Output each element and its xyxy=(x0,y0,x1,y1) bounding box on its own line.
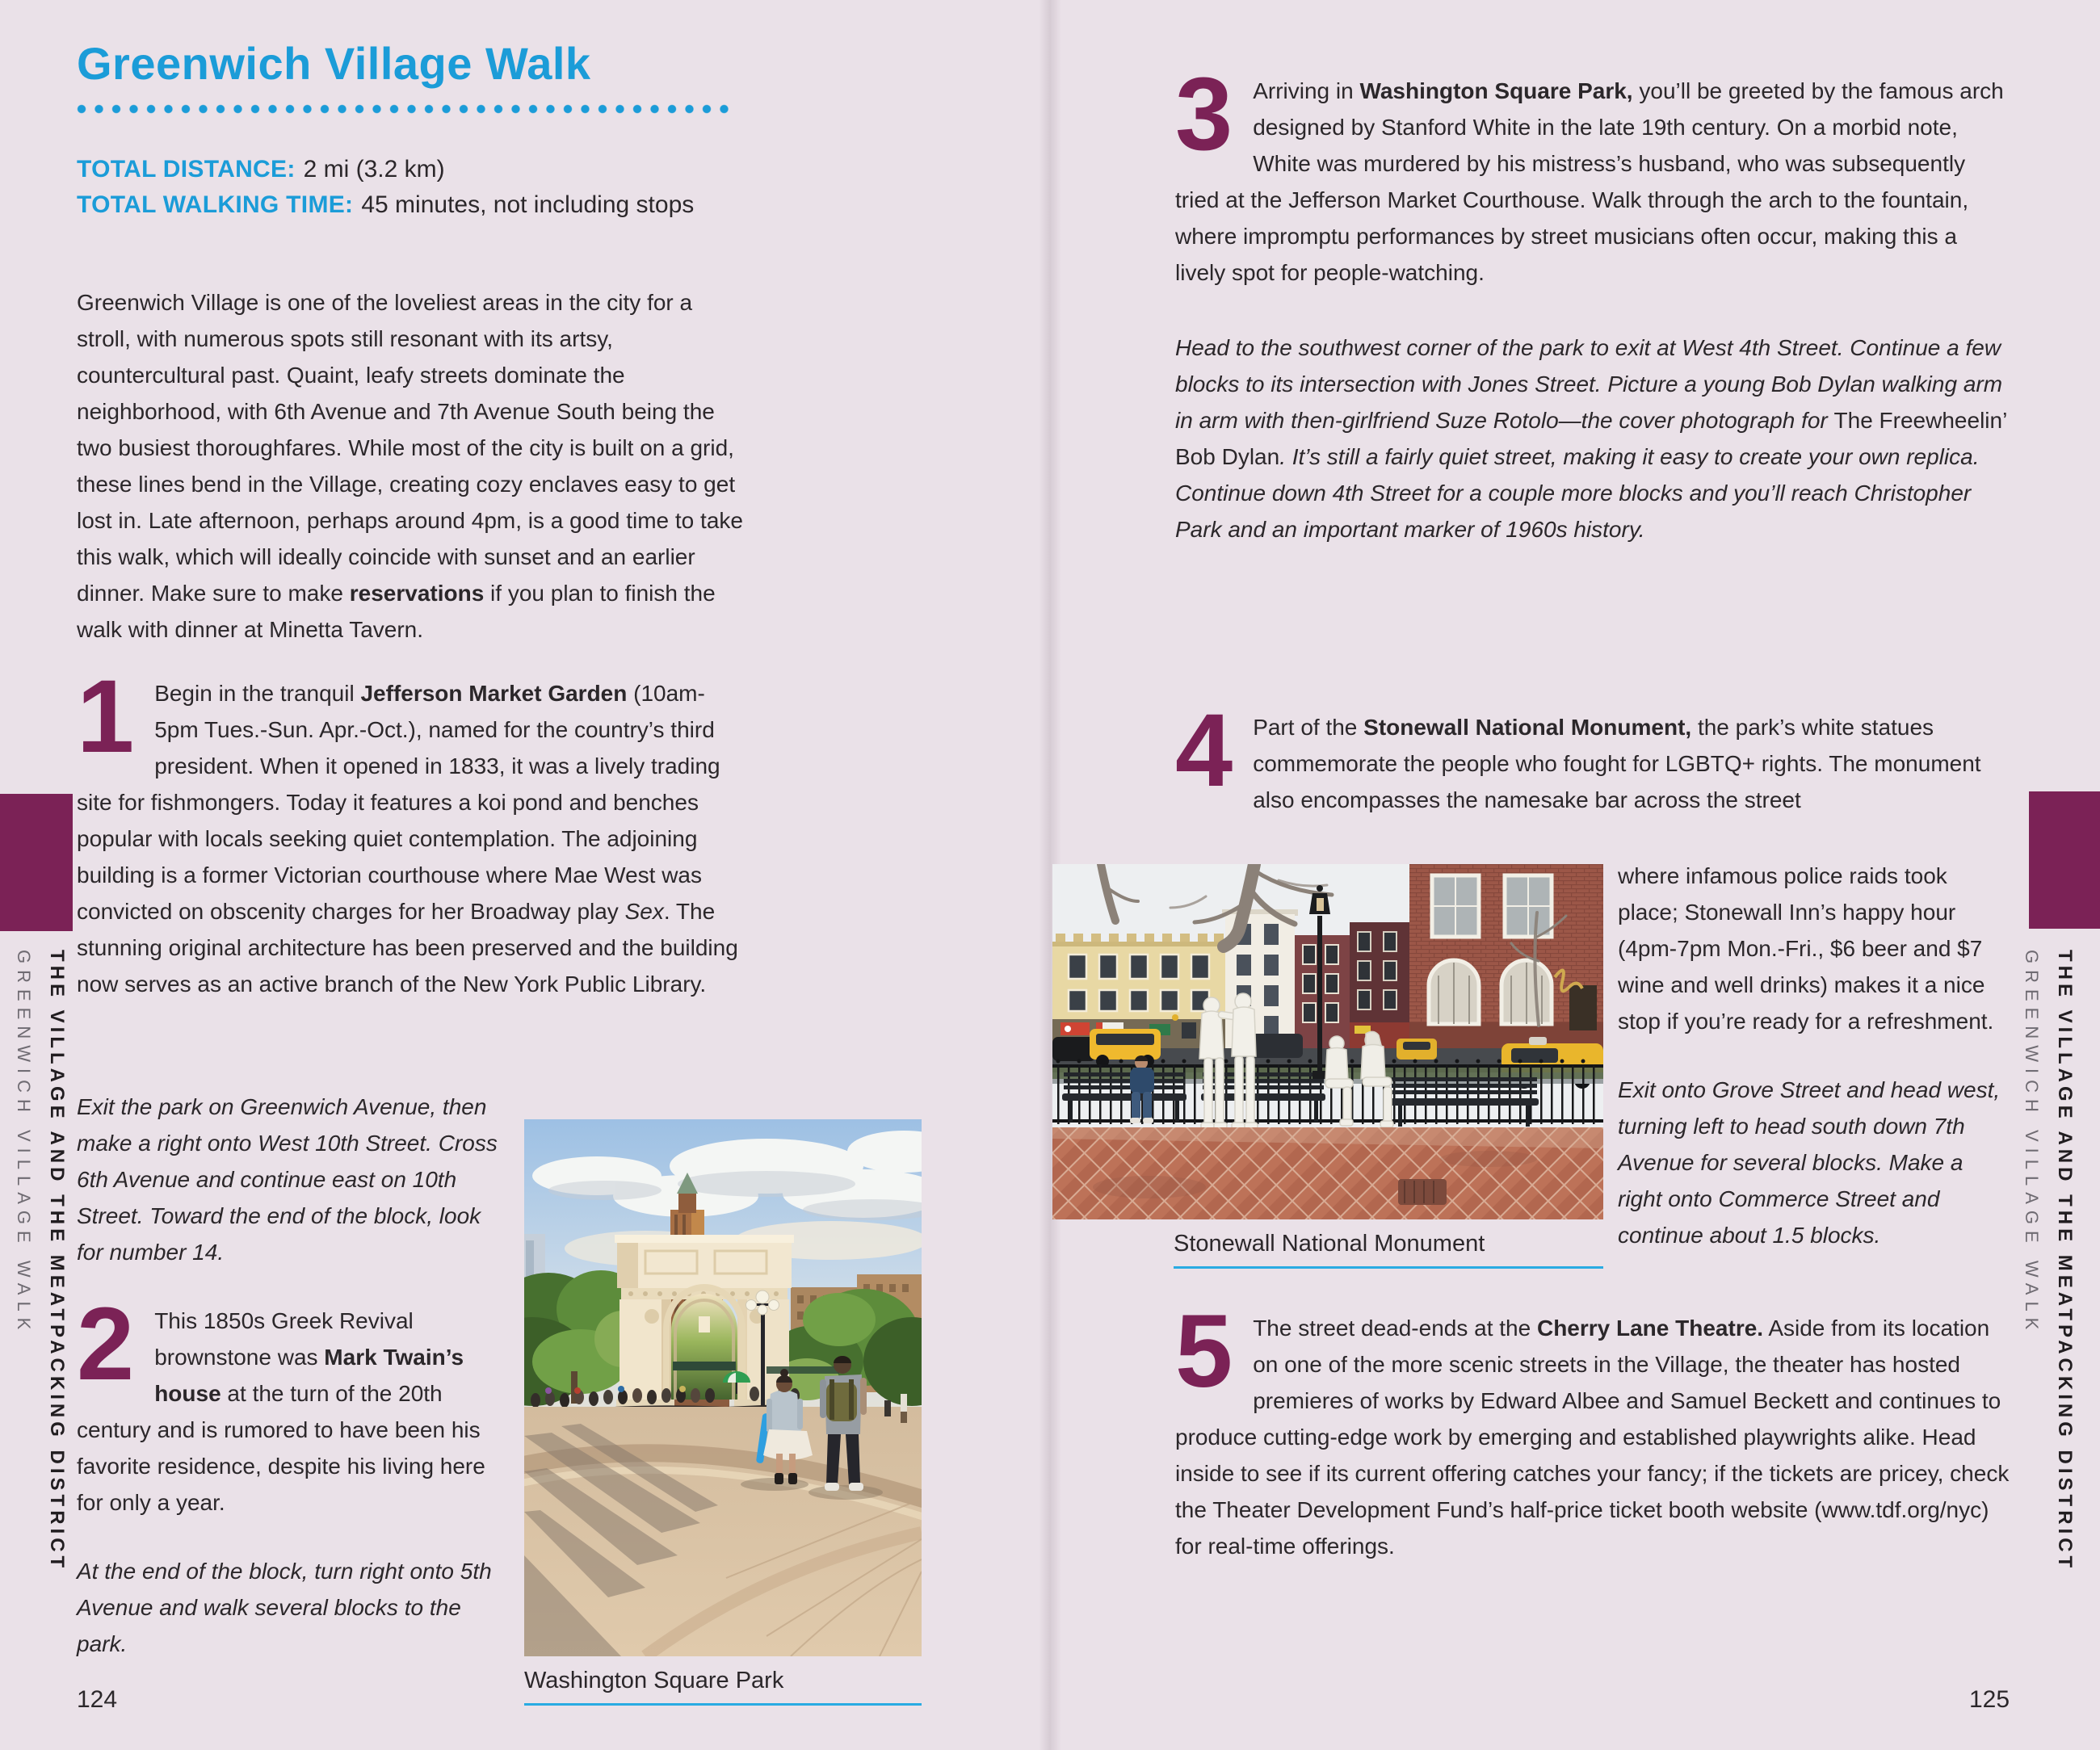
right-page-photo-section xyxy=(1052,858,2012,1269)
right-page-upper-section xyxy=(1175,57,2012,548)
left-sidebar-chapter-label: THE VILLAGE AND THE MEATPACKING DISTRICT xyxy=(46,950,68,1572)
page-title: Greenwich Village Walk xyxy=(77,38,591,89)
step-5-text: The street dead-ends at the Cherry Lane Theatre. Aside from its location on one of the more scenic streets in the Village, the theater has hosted premieres of works by Edward Albee and Samuel Beckett and continues to produce cutting-edge work by emerging and established playwrights alike. Head inside to see if its current offering catches your fancy; if the tickets are pricey, check the Theater Development Fund’s half-price ticket booth website (www.tdf.org/nyc) for real-time offerings. xyxy=(1175,1316,2010,1559)
photo-caption: Stonewall National Monument xyxy=(1174,1231,1485,1257)
step-4-continuation: where infamous police raids took place; Stonewall Inn’s happy hour (4pm-7pm Mon.-Fri., $6 beer and $7 wine and well drinks) makes it a nice stop if you’re ready for a refreshment. xyxy=(1618,863,1994,1034)
caption-rule xyxy=(524,1703,922,1706)
step-3 xyxy=(1175,57,2012,291)
caption-rule xyxy=(1174,1266,1603,1269)
photo-caption: Washington Square Park xyxy=(524,1668,784,1693)
left-page-number: 124 xyxy=(77,1686,118,1713)
intro-paragraph: Greenwich Village is one of the loveliest areas in the city for a stroll, with numerous spots still resonant with its artsy, countercultural past. Quaint, leafy streets dominate the neighborhood, with 6th Avenue and 7th Avenue South being the two busiest thoroughfares. While most of the city is built on a grid, these lines bend in the Village, creating cozy enclaves easy to get lost in. Late afternoon, perhaps around 4pm, is a good time to take this walk, which will ideally coincide with sunset and an earlier dinner. Make sure to make reservations if you plan to finish the walk with dinner at Minetta Tavern. xyxy=(77,290,743,642)
stat-row xyxy=(77,187,746,223)
walking-directions-2: At the end of the block, turn right onto 5th Avenue and walk several blocks to the park. xyxy=(77,1559,492,1656)
stat-distance-value: 2 mi (3.2 km) xyxy=(303,156,445,183)
step-4 xyxy=(1175,693,2012,818)
left-page-lower-section xyxy=(77,1089,922,1706)
step-1-number: 1 xyxy=(77,659,132,774)
right-sidebar-plum-block xyxy=(2029,791,2100,929)
washington-square-park-photo xyxy=(524,1119,922,1656)
stat-time-value: 45 minutes, not including stops xyxy=(361,191,695,218)
washington-square-park-figure xyxy=(524,1119,922,1706)
step-1-text: Begin in the tranquil Jefferson Market Garden (10am-5pm Tues.-Sun. Apr.-Oct.), named for the country’s third president. When it opened in 1833, it was a lively trading site for fishmongers. Today it features a koi pond and benches popular with locals seeking quiet contemplation. The adjoining building is a former Victorian courthouse where Mae West was convicted on obscenity charges for her Broadway play Sex. The stunning original architecture has been preserved and the building now serves as an active branch of the New York Public Library. xyxy=(77,681,738,997)
red-townhouses xyxy=(1295,922,1409,1048)
left-sidebar-plum-block xyxy=(0,794,73,931)
left-sidebar-section-label: GREENWICH VILLAGE WALK xyxy=(14,950,34,1337)
step-3-number: 3 xyxy=(1175,57,1231,172)
green-awning xyxy=(673,1362,736,1370)
walking-directions-1: Exit the park on Greenwich Avenue, then make a right onto West 10th Street. Cross 6th Avenue and continue east on 10th Street. Toward the end of the block, look for number 14. xyxy=(77,1094,498,1265)
step-4-number: 4 xyxy=(1175,693,1231,808)
stat-row xyxy=(77,152,746,187)
step-3-text: Arriving in Washington Square Park, you’ll be greeted by the famous arch designed by Stanford White in the late 19th century. On a morbid note, White was murdered by his mistress’s husband, who was subsequently tried at the Jefferson Market Courthouse. Walk through the arch to the fountain, where impromptu performances by street musicians often occur, making this a lively spot for people-watching. xyxy=(1175,78,2004,285)
step-5 xyxy=(1175,1294,2012,1564)
stat-distance-label: TOTAL DISTANCE: xyxy=(77,156,296,183)
step-5-number: 5 xyxy=(1175,1294,1231,1409)
right-sidebar-labels xyxy=(2021,950,2076,1572)
step-4-text: Part of the Stonewall National Monument, the park’s white statues commemorate the people who fought for LGBTQ+ rights. The monument also encompasses the namesake bar across the street xyxy=(1253,715,1981,812)
stat-time-label: TOTAL WALKING TIME: xyxy=(77,191,354,218)
step-1 xyxy=(77,659,746,1002)
large-brick-building xyxy=(1409,864,1603,1071)
right-sidebar-chapter-label: THE VILLAGE AND THE MEATPACKING DISTRICT xyxy=(2054,950,2076,1572)
right-sidebar-section-label: GREENWICH VILLAGE WALK xyxy=(2022,950,2042,1337)
left-sidebar-labels xyxy=(13,950,68,1572)
walking-directions-4: Exit onto Grove Street and head west, turning left to head south down 7th Avenue for several blocks. Make a right onto Commerce Street and continue about 1.5 blocks. xyxy=(1618,1077,2001,1248)
washington-arch xyxy=(615,1235,794,1409)
step-2-number: 2 xyxy=(77,1286,132,1402)
walk-stats xyxy=(77,152,746,223)
walk-title-block xyxy=(77,37,747,114)
stonewall-national-monument-photo xyxy=(1052,864,1603,1219)
right-page-number: 125 xyxy=(1969,1686,2010,1713)
dotted-divider xyxy=(77,104,733,114)
stonewall-monument-figure xyxy=(1052,864,1603,1269)
step-2-text: This 1850s Greek Revival brownstone was Mark Twain’s house at the turn of the 20th century and is rumored to have been his favorite residence, despite his living here for only a year. xyxy=(77,1308,485,1515)
walking-directions-3: Head to the southwest corner of the park to exit at West 4th Street. Continue a few blocks to its intersection with Jones Street. Picture a young Bob Dylan walking arm in arm with then-girlfriend Suze Rotolo—the cover photograph for The Freewheelin’ Bob Dylan. It’s still a fairly quiet street, making it easy to create your own replica. Continue down 4th Street for a couple more blocks and you’ll reach Christopher Park and an important marker of 1960s history. xyxy=(1175,335,2007,542)
